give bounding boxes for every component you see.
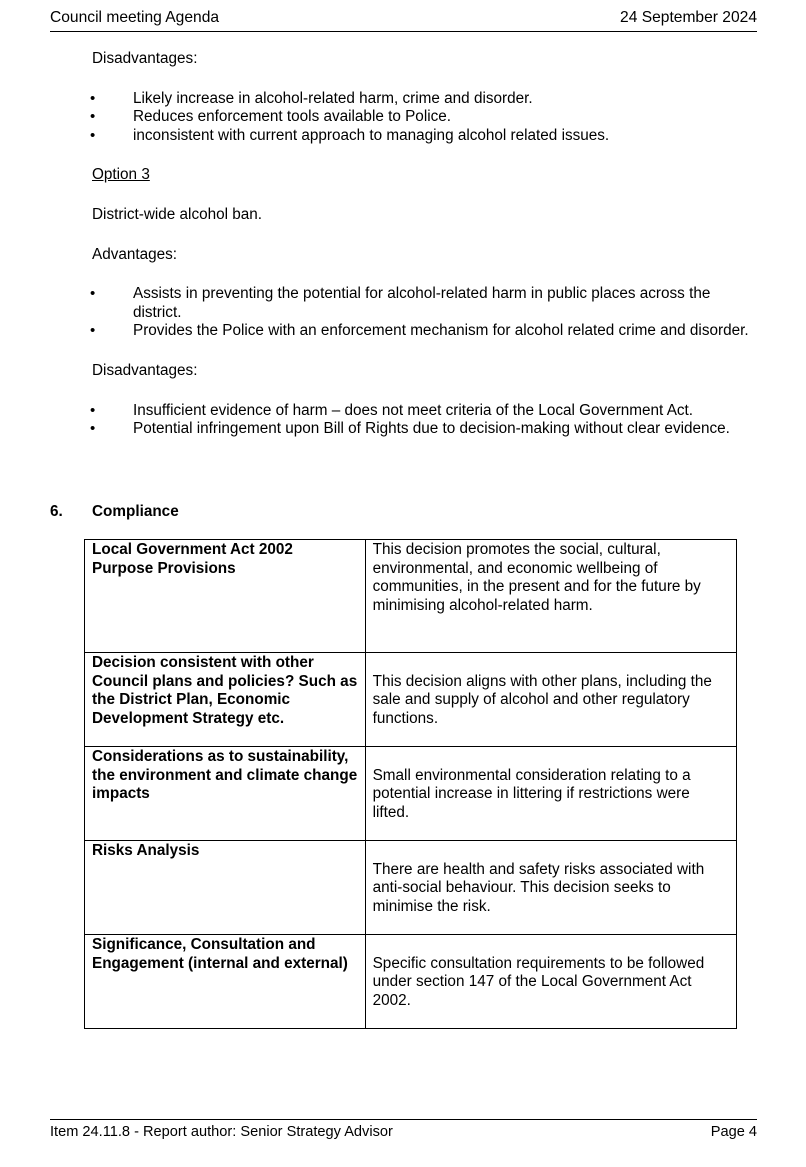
list-item [92,402,757,421]
list-item-text: Provides the Police with an enforcement mechanism for alcohol related crime and disorder. [133,322,749,340]
section-number: 6. [50,503,63,520]
section-title: Compliance [92,503,179,520]
list-item-text: Likely increase in alcohol-related harm, crime and disorder. [133,89,533,107]
header-date: 24 September 2024 [620,9,757,26]
section-heading [50,503,757,522]
page-header [50,9,757,32]
bullet-icon: • [90,108,96,126]
list-item-text: Insufficient evidence of harm – does not meet criteria of the Local Government Act. [133,401,694,419]
table-cell-description-wrap [365,653,736,747]
table-cell-label: Local Government Act 2002 Purpose Provisions [85,540,366,653]
header-title: Council meeting Agenda [50,9,220,26]
bullet-icon: • [90,401,96,419]
table-cell-label: Risks Analysis [85,841,366,935]
bullet-icon: • [90,89,96,107]
table-cell-description-wrap [365,747,736,841]
option3-advantages-list [92,285,757,341]
compliance-table [84,539,737,1029]
option2-disadvantages-list [92,90,757,146]
table-cell-description: This decision aligns with other plans, including the sale and supply of alcohol and other regulatory functions. [372,672,712,727]
list-item [92,127,757,146]
table-cell-description-wrap [365,935,736,1029]
option3-disadvantages-list [92,402,757,439]
table-cell-description: This decision promotes the social, cultural, environmental, and economic wellbeing of communities, in the present and for the future by minimising alcohol-related harm. [365,540,736,653]
bullet-icon: • [90,420,96,438]
option2-disadvantages-heading: Disadvantages: [92,50,198,67]
page-footer [50,1119,757,1142]
option3-advantages-heading: Advantages: [92,245,178,263]
table-row [85,935,737,1029]
option3-title: Option 3 [92,166,150,184]
footer-page-number: Page 4 [710,1124,757,1140]
table-row [85,747,737,841]
table-cell-label: Considerations as to sustainability, the environment and climate change impacts [85,747,366,841]
list-item [92,108,757,127]
list-item [92,322,757,341]
list-item [92,90,757,109]
table-cell-description-wrap [365,841,736,935]
document-body [92,50,757,460]
table-cell-label: Significance, Consultation and Engagement (internal and external) [85,935,366,1029]
list-item-text: inconsistent with current approach to managing alcohol related issues. [133,126,610,144]
list-item-text: Assists in preventing the potential for alcohol-related harm in public places across the district. [133,285,711,321]
bullet-icon: • [90,285,96,303]
table-cell-label: Decision consistent with other Council plans and policies? Such as the District Plan, Economic Development Strategy etc. [85,653,366,747]
table-row [85,841,737,935]
list-item-text: Reduces enforcement tools available to Police. [133,108,452,126]
footer-item: Item 24.11.8 - Report author: Senior Strategy Advisor [50,1124,393,1140]
list-item-text: Potential infringement upon Bill of Rights due to decision-making without clear evidence. [133,420,730,438]
list-item [92,285,757,322]
list-item [92,420,757,439]
table-row [85,540,737,653]
option3-description: District-wide alcohol ban. [92,205,263,223]
table-cell-description: There are health and safety risks associated with anti-social behaviour. This decision seeks to minimise the risk. [372,860,705,915]
table-row [85,653,737,747]
table-cell-description: Small environmental consideration relating to a potential increase in littering if restrictions were lifted. [372,766,691,821]
bullet-icon: • [90,126,96,144]
bullet-icon: • [90,322,96,340]
option3-disadvantages-heading: Disadvantages: [92,361,198,379]
table-cell-description: Specific consultation requirements to be followed under section 147 of the Local Government Act 2002. [372,954,705,1009]
